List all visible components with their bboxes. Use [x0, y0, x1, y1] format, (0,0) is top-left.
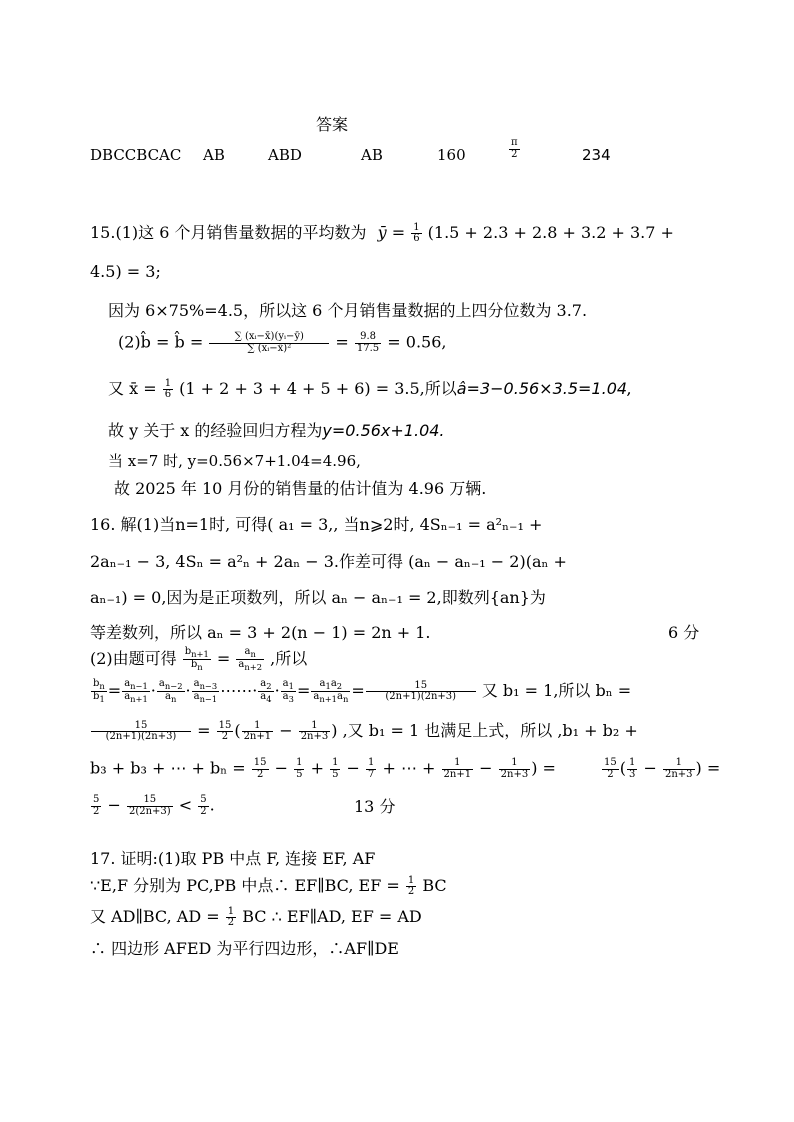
q16-line-7: $\frac{15}{(2n+1)(2n+3)}$ = $\frac{15}{2}$ ( $\frac{1}{2n+1}$ − $\frac{1}{2n+3}$ ) ,又 b₁ = 1 也满足上式，所以 ,b₁ + b₂ +: [90, 718, 638, 743]
q15-line-8: 故 2025 年 10 月份的销售量的估计值为 4.96 万辆.: [114, 479, 487, 498]
q15-line-2: 4.5) = 3;: [90, 262, 161, 281]
q15-line-4: (2)b̂ = b̂ = $\frac{\text{∑ (xᵢ−x̄)(yᵢ−ȳ)}}{\text{∑ (xᵢ−x̄)²}}$ = $\frac{9.8}{17.5}$ = 0.56,: [118, 331, 447, 354]
q17-line-4: ∴ 四边形 AFED 为平行四边形，∴AF∥DE: [90, 939, 399, 958]
answer-12: 160: [437, 146, 466, 164]
q16-score-6: 6 分: [668, 623, 700, 642]
q16-line-6: $\frac{b_n}{b_1}$ = $\frac{a_{n-1}}{a_{n+1}}$ · $\frac{a_{n-2}}{a_n}$ · $\frac{a_{n-3}}{a_{n-1}}$ ⋯⋯· $\frac{a_2}{a_4}$ · $\frac{a_1}{a_3}$ = $\frac{a_1a_2}{a_{n+1}a_n}$ = $\frac{15}{(2n+1)(2n+3)}$ 又 b₁ = 1,所以 bₙ =: [93, 678, 632, 704]
answer-13: $\frac{\pi}{2}$: [511, 137, 518, 160]
q16-line-4: 等差数列，所以 aₙ = 3 + 2(n − 1) = 2n + 1.: [90, 623, 431, 642]
q15-line-5: 又 x̄ = $\frac{1}{6}$ (1 + 2 + 3 + 4 + 5 + 6) = 3.5,所以â=3−0.56×3.5=1.04,: [108, 377, 633, 400]
q16-line-2: 2aₙ₋₁ − 3, 4Sₙ = a²ₙ + 2aₙ − 3.作差可得 (aₙ − aₙ₋₁ − 2)(aₙ +: [90, 552, 567, 571]
answer-11: AB: [361, 146, 383, 164]
q16-line-3: aₙ₋₁) = 0,因为是正项数列，所以 aₙ − aₙ₋₁ = 2,即数列{an}为: [90, 588, 546, 607]
q16-line-9: $\frac{5}{2}$ − $\frac{15}{2(2n+3)}$ < $\frac{5}{2}$ .: [93, 794, 215, 817]
q16-line-8: b₃ + b₃ + ⋯ + bₙ = $\frac{15}{2}$ − $\frac{1}{5}$ + $\frac{1}{5}$ − $\frac{1}{7}$ + ⋯ + $\frac{1}{2n+1}$ − $\frac{1}{2n+3}$ ) = $\frac{15}{2}$ ( $\frac{1}{3}$ − $\frac{1}{2n+3}$ ) =: [90, 757, 721, 780]
q15-line-1: 15.(1)这 6 个月销售量数据的平均数为 ȳ = $\frac{1}{6}$ (1.5 + 2.3 + 2.8 + 3.2 + 3.7 +: [90, 221, 674, 244]
q16-line-5: (2)由题可得 $\frac{b_{n+1}}{b_n}$ = $\frac{a_n}{a_{n+2}}$ ,所以: [90, 646, 308, 672]
q15-line-7: 当 x=7 时, y=0.56×7+1.04=4.96,: [108, 452, 361, 470]
q17-line-1: 17. 证明:(1)取 PB 中点 F, 连接 EF, AF: [90, 849, 376, 868]
answer-14: 234: [582, 146, 611, 164]
answer-1-8: DBCCBCAC: [90, 146, 182, 164]
answer-10: ABD: [268, 146, 302, 164]
answer-9: AB: [203, 146, 225, 164]
page-title: 答案: [316, 115, 349, 134]
q16-line-1: 16. 解(1)当n=1时, 可得( a₁ = 3,, 当n⩾2时, 4Sₙ₋₁ = a²ₙ₋₁ +: [90, 515, 543, 534]
q16-score-13: 13 分: [354, 797, 396, 816]
q15-line-3: 因为 6×75%=4.5，所以这 6 个月销售量数据的上四分位数为 3.7.: [108, 301, 588, 320]
q17-line-3: 又 AD∥BC, AD = $\frac{1}{2}$ BC ∴ EF∥AD, EF = AD: [90, 905, 422, 928]
q15-line-6: 故 y 关于 x 的经验回归方程为y=0.56x+1.04.: [108, 421, 445, 440]
q17-line-2: ∵E,F 分别为 PC,PB 中点∴ EF∥BC, EF = $\frac{1}{2}$ BC: [90, 874, 447, 897]
